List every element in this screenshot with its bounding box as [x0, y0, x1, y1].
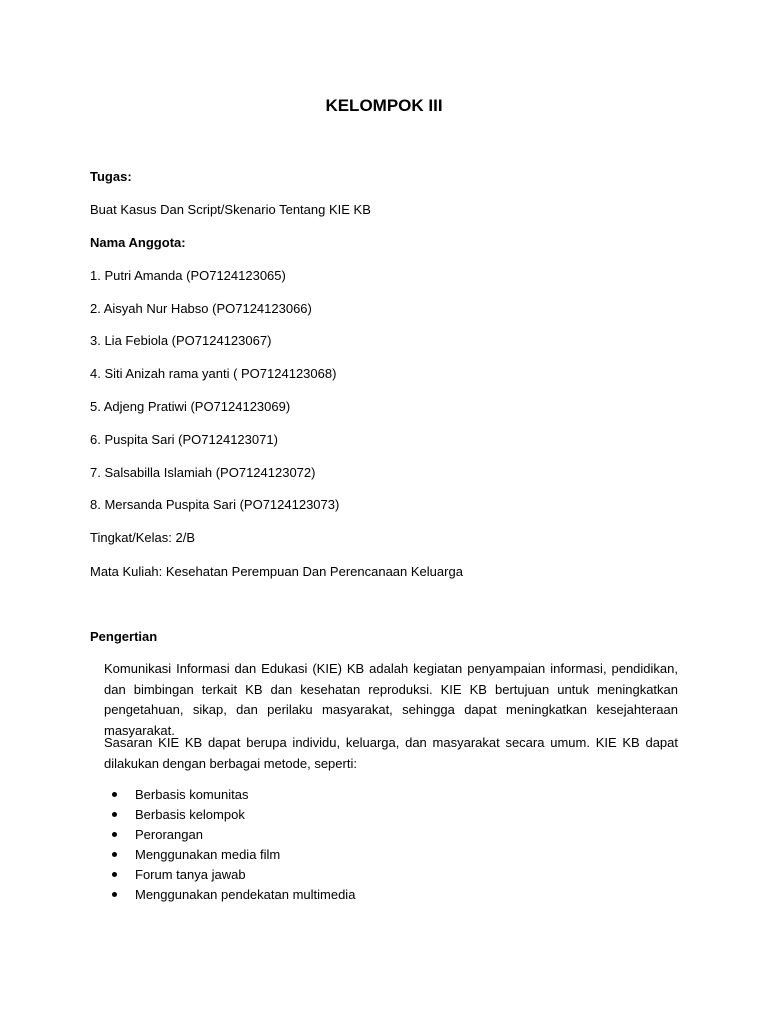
list-item-label: Menggunakan pendekatan multimedia	[135, 887, 356, 902]
tugas-label: Tugas:	[90, 169, 132, 184]
member-item: 4. Siti Anizah rama yanti ( PO7124123068)	[90, 366, 337, 381]
list-item	[104, 845, 355, 865]
section-heading: Pengertian	[90, 629, 158, 644]
member-item: 8. Mersanda Puspita Sari (PO7124123073)	[90, 497, 340, 512]
list-item-label: Perorangan	[135, 827, 203, 842]
bullet-icon	[112, 892, 117, 897]
methods-list	[104, 785, 355, 905]
member-item: 1. Putri Amanda (PO7124123065)	[90, 268, 286, 283]
member-item: 7. Salsabilla Islamiah (PO7124123072)	[90, 465, 316, 480]
list-item	[104, 785, 355, 805]
member-item: 6. Puspita Sari (PO7124123071)	[90, 432, 278, 447]
bullet-icon	[112, 872, 117, 877]
list-item	[104, 805, 355, 825]
tugas-value: Buat Kasus Dan Script/Skenario Tentang KIE KB	[90, 202, 371, 217]
member-item: 5. Adjeng Pratiwi (PO7124123069)	[90, 399, 291, 414]
list-item-label: Berbasis komunitas	[135, 787, 249, 802]
member-item: 3. Lia Febiola (PO7124123067)	[90, 333, 272, 348]
document-title: KELOMPOK III	[325, 96, 443, 115]
bullet-icon	[112, 792, 117, 797]
paragraph-targets: Sasaran KIE KB dapat berupa individu, keluarga, dan masyarakat secara umum. KIE KB dapat dilakukan dengan berbagai metode, seperti:	[104, 735, 678, 771]
tingkat-kelas: Tingkat/Kelas: 2/B	[90, 530, 196, 545]
members-label: Nama Anggota:	[90, 235, 186, 250]
member-item: 2. Aisyah Nur Habso (PO7124123066)	[90, 301, 312, 316]
bullet-icon	[112, 832, 117, 837]
list-item-label: Menggunakan media film	[135, 847, 281, 862]
paragraph-definition: Komunikasi Informasi dan Edukasi (KIE) KB adalah kegiatan penyampaian informasi, pendidikan, dan bimbingan terkait KB dan kesehatan reproduksi. KIE KB bertujuan untuk meningkatkan pengetahuan, sikap, dan perilaku masyarakat, sehingga dapat meningkatkan kesejahteraan masyarakat.	[104, 661, 678, 738]
list-item-label: Forum tanya jawab	[135, 867, 246, 882]
list-item	[104, 885, 355, 905]
list-item-label: Berbasis kelompok	[135, 807, 245, 822]
bullet-icon	[112, 812, 117, 817]
list-item	[104, 825, 355, 845]
bullet-icon	[112, 852, 117, 857]
mata-kuliah: Mata Kuliah: Kesehatan Perempuan Dan Perencanaan Keluarga	[90, 564, 463, 579]
list-item	[104, 865, 355, 885]
